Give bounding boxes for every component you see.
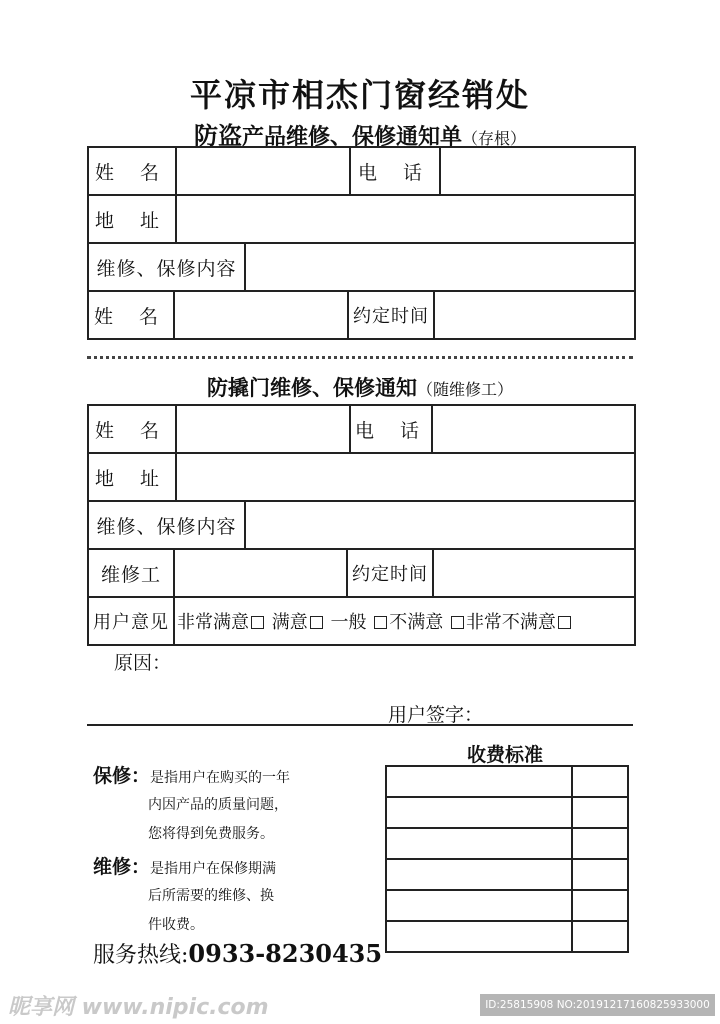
worker-phone-label: 电 话 bbox=[350, 405, 432, 453]
fee-cell[interactable] bbox=[386, 921, 572, 952]
stub-form-table-lower bbox=[87, 242, 636, 292]
worker-address-label: 地 址 bbox=[88, 453, 176, 501]
fee-cell[interactable] bbox=[572, 797, 628, 828]
worker-name-field[interactable] bbox=[176, 405, 350, 453]
fee-cell[interactable] bbox=[386, 766, 572, 797]
service-hotline bbox=[93, 938, 382, 969]
repair-head: 维修： bbox=[93, 856, 151, 878]
stub-content-label: 维修、保修内容 bbox=[88, 243, 245, 291]
checkbox-unsatisfied[interactable] bbox=[451, 616, 464, 629]
warranty-head: 保修： bbox=[93, 765, 151, 787]
fee-cell[interactable] bbox=[572, 828, 628, 859]
worker-form-table-opinion bbox=[87, 596, 636, 646]
option-satisfied: 满意 bbox=[271, 612, 308, 633]
fee-cell[interactable] bbox=[572, 766, 628, 797]
stub-phone-label: 电 话 bbox=[350, 147, 440, 195]
worker-content-label: 维修、保修内容 bbox=[88, 501, 245, 549]
stub-form-table-bottom bbox=[87, 290, 636, 340]
stub-name-label: 姓 名 bbox=[88, 147, 176, 195]
repair-line-1: 是指用户在保修期满 bbox=[150, 861, 277, 877]
repair-line-2: 后所需要的维修、换 bbox=[148, 888, 274, 904]
worker-time-label: 约定时间 bbox=[347, 549, 433, 597]
worker-notice-note: （随维修工） bbox=[416, 380, 513, 399]
fee-title: 收费标准 bbox=[466, 744, 543, 766]
option-average: 一般 bbox=[330, 612, 367, 633]
stub-name-field[interactable] bbox=[176, 147, 350, 195]
worker-form-table bbox=[87, 404, 636, 502]
warranty-line-1: 是指用户在购买的一年 bbox=[150, 770, 291, 786]
fee-table bbox=[385, 765, 629, 953]
stub-name2-label: 姓 名 bbox=[88, 291, 174, 339]
fee-cell[interactable] bbox=[386, 797, 572, 828]
fee-cell[interactable] bbox=[386, 828, 572, 859]
worker-form-table-worker bbox=[87, 548, 636, 598]
option-very-satisfied: 非常满意 bbox=[177, 612, 249, 633]
option-unsatisfied: 不满意 bbox=[389, 612, 444, 633]
stub-time-label: 约定时间 bbox=[348, 291, 434, 339]
worker-content-field[interactable] bbox=[245, 501, 635, 549]
worker-phone-field[interactable] bbox=[432, 405, 635, 453]
stub-address-label: 地 址 bbox=[88, 195, 176, 243]
option-very-unsatisfied: 非常不满意 bbox=[465, 612, 556, 633]
worker-address-field[interactable] bbox=[176, 453, 635, 501]
watermark-id: ID:25815908 NO:20191217160825933000 bbox=[480, 994, 715, 1016]
signature-label: 用户签字： bbox=[388, 704, 484, 726]
stub-phone-field[interactable] bbox=[440, 147, 635, 195]
notes-block bbox=[93, 762, 373, 940]
worker-worker-field[interactable] bbox=[174, 549, 347, 597]
opinion-options bbox=[174, 597, 635, 645]
tear-line bbox=[87, 356, 633, 359]
worker-notice-title bbox=[0, 372, 720, 402]
fee-cell[interactable] bbox=[572, 859, 628, 890]
hotline-label: 服务热线: bbox=[93, 943, 189, 968]
company-title: 平凉市相杰门窗经销处 bbox=[189, 76, 530, 114]
stub-address-field[interactable] bbox=[176, 195, 635, 243]
fee-cell[interactable] bbox=[572, 921, 628, 952]
checkbox-average[interactable] bbox=[374, 616, 387, 629]
watermark-logo: 昵享网 www.nipic.com bbox=[8, 995, 269, 1020]
checkbox-very-unsatisfied[interactable] bbox=[558, 616, 571, 629]
warranty-line-3: 您将得到免费服务。 bbox=[148, 826, 274, 842]
subtitle-bold: 防盗 bbox=[193, 121, 242, 150]
worker-notice-title-text: 防撬门维修、保修通知 bbox=[206, 375, 417, 400]
signature-line bbox=[87, 724, 633, 726]
subtitle-rest: 产品维修、保修通知单 bbox=[241, 124, 462, 150]
stub-form-table bbox=[87, 146, 636, 244]
hotline-number: 0933-8230435 bbox=[188, 939, 383, 968]
subtitle-note: （存根） bbox=[462, 129, 527, 148]
worker-name-label: 姓 名 bbox=[88, 405, 176, 453]
checkbox-very-satisfied[interactable] bbox=[251, 616, 264, 629]
worker-worker-label: 维修工 bbox=[88, 549, 174, 597]
fee-cell[interactable] bbox=[572, 890, 628, 921]
stub-time-field[interactable] bbox=[434, 291, 635, 339]
repair-line-3: 件收费。 bbox=[148, 917, 204, 933]
checkbox-satisfied[interactable] bbox=[310, 616, 323, 629]
fee-cell[interactable] bbox=[386, 859, 572, 890]
worker-form-table-content bbox=[87, 500, 636, 550]
worker-time-field[interactable] bbox=[433, 549, 635, 597]
opinion-label: 用户意见 bbox=[88, 597, 174, 645]
warranty-line-2: 内因产品的质量问题， bbox=[148, 797, 288, 813]
fee-cell[interactable] bbox=[386, 890, 572, 921]
stub-content-field[interactable] bbox=[245, 243, 635, 291]
reason-label: 原因： bbox=[114, 652, 172, 674]
stub-name2-field[interactable] bbox=[174, 291, 348, 339]
